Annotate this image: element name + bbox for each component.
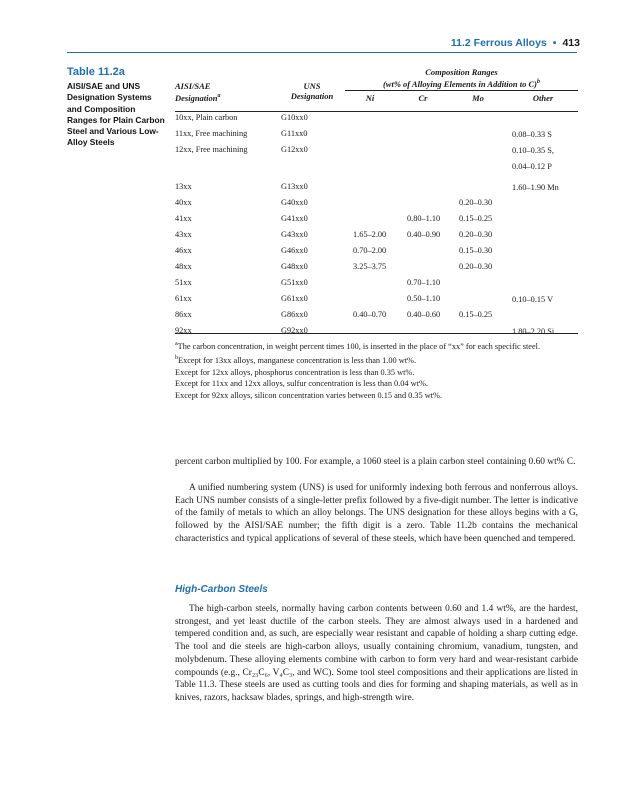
uns-cell: G43xx0 bbox=[281, 230, 308, 239]
footnote-b: $^b$Except for 13xx alloys, manganese concentration is less than 1.00 wt%. bbox=[175, 355, 417, 366]
composition-group-header bbox=[345, 67, 578, 91]
table-row bbox=[175, 230, 578, 246]
footnote-line: Except for 12xx alloys, phosphorus concentration is less than 0.35 wt%. bbox=[175, 367, 415, 377]
table-title: AISI/SAE and UNS Designation Systems and Composition Ranges for Plain Carbon Steel and Various Low-Alloy Steels bbox=[67, 81, 165, 148]
other-cell bbox=[512, 145, 554, 173]
mo-header: Mo bbox=[472, 93, 484, 103]
other-cell: 0.10–0.15 V bbox=[512, 295, 554, 304]
other-cell-line2: 0.04–0.12 P bbox=[512, 162, 552, 171]
mo-cell: 0.20–0.30 bbox=[459, 198, 493, 207]
mo-cell: 0.15–0.25 bbox=[459, 214, 493, 223]
table-header bbox=[175, 67, 578, 109]
aisi-header-line2: Designation$^a$ bbox=[175, 92, 221, 103]
group-title: Composition Ranges bbox=[425, 67, 498, 77]
table-row bbox=[175, 294, 578, 310]
ni-header: Ni bbox=[365, 93, 375, 103]
cr-header: Cr bbox=[418, 93, 428, 103]
uns-cell: G12xx0 bbox=[281, 145, 308, 154]
body-paragraph: A unified numbering system (UNS) is used for uniformly indexing both ferrous and nonferrous alloys. Each UNS number consists of a single-letter prefix followed by a five-digit number. The letter is indicative of the family of metals to which an alloy belongs. The UNS designation for these alloys begins with a G, followed by the AISI/SAE number; the fifth digit is a zero. Table 11.2b contains the mechanical characteristics and typical applications of several of these steels, which have been quenched and tempered. bbox=[175, 483, 578, 544]
aisi-cell: 12xx, Free machining bbox=[175, 145, 248, 154]
ni-cell: 0.40–0.70 bbox=[353, 310, 387, 319]
uns-cell: G61xx0 bbox=[281, 294, 308, 303]
aisi-header-line1: AISI/SAE bbox=[175, 81, 211, 91]
aisi-cell: 86xx bbox=[175, 310, 192, 319]
table-row bbox=[175, 246, 578, 262]
cr-cell: 0.70–1.10 bbox=[407, 278, 441, 287]
uns-cell: G11xx0 bbox=[281, 129, 308, 138]
uns-cell: G40xx0 bbox=[281, 198, 308, 207]
aisi-cell: 51xx bbox=[175, 278, 192, 287]
table-row bbox=[175, 262, 578, 278]
mo-cell: 0.15–0.25 bbox=[459, 310, 493, 319]
cr-cell: 0.40–0.60 bbox=[407, 310, 441, 319]
mo-cell: 0.20–0.30 bbox=[459, 262, 493, 271]
ni-cell: 0.70–2.00 bbox=[353, 246, 387, 255]
table-row bbox=[175, 278, 578, 294]
ni-cell: 1.65–2.00 bbox=[353, 230, 387, 239]
aisi-cell: 48xx bbox=[175, 262, 192, 271]
footnote-line: Except for 92xx alloys, silicon concentration varies between 0.15 and 0.35 wt%. bbox=[175, 390, 443, 400]
uns-cell: G46xx0 bbox=[281, 246, 308, 255]
body-paragraph: percent carbon multiplied by 100. For example, a 1060 steel is a plain carbon steel containing 0.60 wt% C. bbox=[175, 457, 576, 467]
aisi-cell: 11xx, Free machining bbox=[175, 129, 248, 138]
mo-cell: 0.15–0.30 bbox=[459, 246, 493, 255]
table-number: Table 11.2a bbox=[67, 66, 125, 78]
section-heading: High-Carbon Steels bbox=[175, 584, 268, 595]
cr-cell: 0.80–1.10 bbox=[407, 214, 441, 223]
header-rule-line bbox=[175, 111, 578, 112]
uns-header-line1: UNS bbox=[303, 81, 321, 91]
table-body bbox=[175, 113, 578, 342]
aisi-cell: 41xx bbox=[175, 214, 192, 223]
aisi-cell: 61xx bbox=[175, 294, 192, 303]
uns-cell: G10xx0 bbox=[281, 113, 308, 122]
footnote-a: $^a$The carbon concentration, in weight percent times 100, is inserted in the place of “xx” for each specific steel. bbox=[175, 341, 541, 351]
uns-header bbox=[281, 81, 343, 101]
aisi-header bbox=[175, 81, 285, 103]
table-row bbox=[175, 113, 578, 129]
ni-cell: 3.25–3.75 bbox=[353, 262, 387, 271]
other-cell: 1.60–1.90 Mn bbox=[512, 183, 559, 192]
page-number: 413 bbox=[562, 37, 580, 49]
running-header bbox=[451, 37, 580, 49]
aisi-cell: 13xx bbox=[175, 182, 192, 191]
mo-cell: 0.20–0.30 bbox=[459, 230, 493, 239]
table-row bbox=[175, 145, 578, 175]
group-subtitle: (wt% of Alloying Elements in Addition to C)$^b$ bbox=[345, 77, 578, 91]
table-row bbox=[175, 129, 578, 145]
uns-cell: G92xx0 bbox=[281, 326, 308, 335]
table-row bbox=[175, 310, 578, 326]
aisi-cell: 40xx bbox=[175, 198, 192, 207]
table-row bbox=[175, 198, 578, 214]
table-row bbox=[175, 182, 578, 198]
body-paragraph: The high-carbon steels, normally having carbon contents between 0.60 and 1.4 wt%, are the hardest, strongest, and yet least ductile of the carbon steels. They are almost always used in a hardened and tempered condition and, as such, are especially wear resistant and capable of holding a sharp cutting edge. The tool and die steels are high-carbon alloys, usually containing chromium, vanadium, tungsten, and molybdenum. These alloying elements combine with carbon to form very hard and wear-resistant carbide compounds (e.g., Cr₂₃C₆, V₄C₃, and WC). Some tool steel compositions and their applications are listed in Table 11.3. These steels are used as cutting tools and dies for forming and shaping materials, as well as in knives, razors, hacksaw blades, springs, and high-strength wire. bbox=[175, 604, 578, 703]
other-cell-line1: 0.10–0.35 S, bbox=[512, 146, 554, 155]
table-footnotes bbox=[175, 339, 578, 403]
table-bottom-rule bbox=[175, 333, 578, 334]
uns-cell: G13xx0 bbox=[281, 182, 308, 191]
section-label: 11.2 Ferrous Alloys bbox=[450, 37, 547, 49]
other-cell: 1.80–2.20 Si bbox=[512, 327, 555, 336]
uns-cell: G86xx0 bbox=[281, 310, 308, 319]
composition-table bbox=[175, 67, 578, 336]
uns-header-line2: Designation bbox=[290, 91, 334, 101]
row-spacer bbox=[175, 175, 578, 182]
uns-cell: G48xx0 bbox=[281, 262, 308, 271]
uns-cell: G51xx0 bbox=[281, 278, 308, 287]
uns-cell: G41xx0 bbox=[281, 214, 308, 223]
other-header: Other bbox=[532, 93, 554, 103]
footnote-line: Except for 11xx and 12xx alloys, sulfur concentration is less than 0.04 wt%. bbox=[175, 379, 428, 389]
aisi-cell: 43xx bbox=[175, 230, 192, 239]
separator-dot: • bbox=[552, 37, 557, 49]
aisi-cell: 10xx, Plain carbon bbox=[175, 113, 238, 122]
table-row bbox=[175, 214, 578, 230]
other-cell: 0.08–0.33 S bbox=[512, 130, 552, 139]
aisi-cell: 46xx bbox=[175, 246, 192, 255]
table-caption bbox=[67, 66, 167, 149]
aisi-cell: 92xx bbox=[175, 326, 192, 335]
header-rule bbox=[67, 52, 577, 53]
cr-cell: 0.50–1.10 bbox=[407, 294, 441, 303]
cr-cell: 0.40–0.90 bbox=[407, 230, 441, 239]
